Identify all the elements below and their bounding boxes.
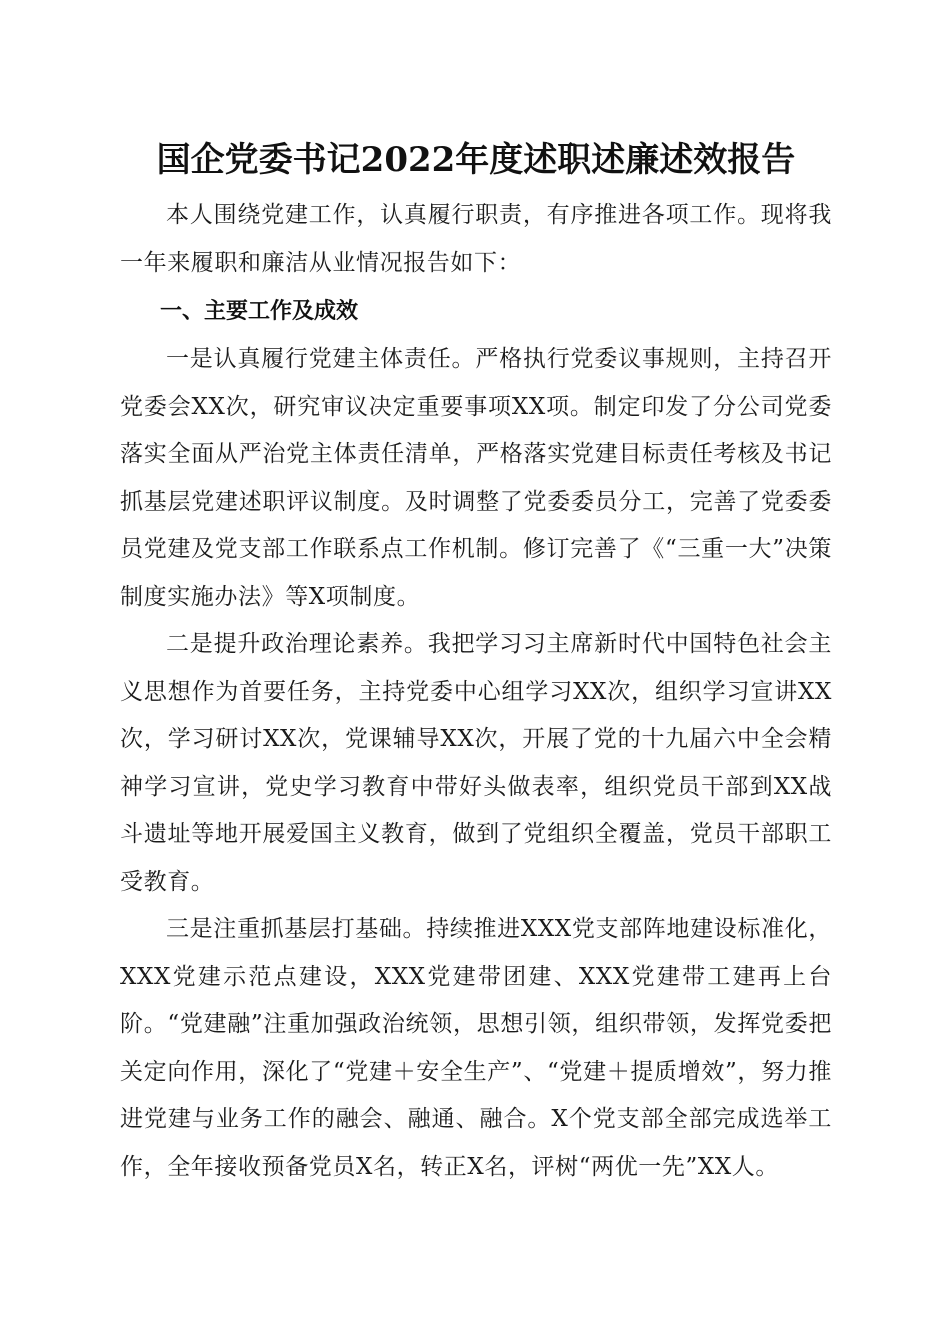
paragraph-body: 我把学习习主席新时代中国特色社会主义思想作为首要任务，主持党委中心组学习XX次，组织学习宣讲XX次，学习研讨XX次，党课辅导XX次，开展了党的十九届六中全会精神学习宣讲，党史学习教育中带好头做表率，组织党员干部到XX战斗遗址等地开展爱国主义教育，做到了党组织全覆盖，党员干部职工受教育。	[120, 631, 832, 895]
section-heading: 一、主要工作及成效	[160, 299, 359, 324]
paragraph-political-theory	[120, 621, 832, 906]
document-title: 国企党委书记2022年度述职述廉述效报告	[156, 140, 796, 180]
paragraph-lead: 一是认真履行党建主体责任。	[166, 346, 476, 372]
paragraph-lead: 二是提升政治理论素养。	[166, 631, 428, 657]
paragraph-lead: 三是注重抓基层打基础。	[166, 916, 427, 942]
paragraph-body: 持续推进XXX党支部阵地建设标准化，XXX党建示范点建设，XXX党建带团建、XXX党建带工建再上台阶。“党建融”注重加强政治统领，思想引领，组织带领，发挥党委把关定向作用，深化了“党建＋安全生产”、“党建＋提质增效”，努力推进党建与业务工作的融会、融通、融合。X个党支部全部完成选举工作，全年接收预备党员X名，转正X名，评树“两优一先”XX人。	[120, 916, 832, 1180]
paragraph-body: 严格执行党委议事规则，主持召开党委会XX次，研究审议决定重要事项XX项。制定印发了分公司党委落实全面从严治党主体责任清单，严格落实党建目标责任考核及书记抓基层党建述职评议制度。及时调整了党委委员分工，完善了党委委员党建及党支部工作联系点工作机制。修订完善了《“三重一大”决策制度实施办法》等X项制度。	[120, 346, 833, 610]
document-body	[120, 132, 832, 1191]
paragraph-grassroots-foundation	[120, 906, 832, 1191]
paragraph-party-responsibility	[120, 336, 832, 621]
intro-paragraph: 本人围绕党建工作，认真履行职责，有序推进各项工作。现将我一年来履职和廉洁从业情况报告如下：	[120, 202, 832, 276]
